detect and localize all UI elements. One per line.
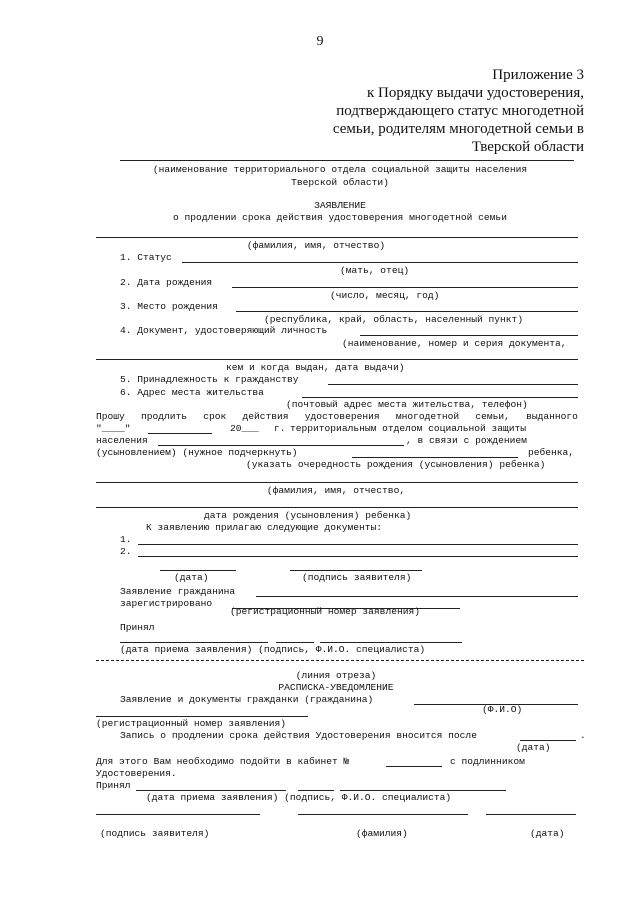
request-g: г. — [274, 423, 286, 434]
cabinet-number-field[interactable] — [386, 766, 442, 767]
document-line-2[interactable] — [96, 359, 578, 360]
cut-caption: (линия отреза) — [295, 670, 377, 681]
birth-place-caption: (республика, край, область, населенный пункт) — [264, 314, 524, 325]
request-order-field[interactable] — [352, 457, 518, 458]
registered-field-1[interactable] — [256, 596, 578, 597]
status-label: 1. Статус — [120, 252, 172, 263]
attach-item-1-field[interactable] — [138, 544, 578, 545]
child-birth-line[interactable] — [96, 507, 578, 508]
record-date-caption: (дата) — [516, 742, 551, 753]
date-field[interactable] — [160, 570, 236, 571]
child-fio-caption: (фамилия, имя, отчество, — [266, 485, 406, 496]
appendix-line: Приложение 3 — [492, 67, 584, 83]
birth-place-label: 3. Место рождения — [120, 301, 218, 312]
accept-caption: (дата приема заявления) (подпись, Ф.И.О. специалиста) — [120, 644, 426, 655]
record-end: . — [580, 730, 586, 741]
accept-date-field[interactable] — [120, 642, 268, 643]
request-word: продлить — [141, 411, 188, 422]
request-word: действия — [242, 411, 289, 422]
request-word: Прошу — [96, 411, 125, 422]
receipt-title: РАСПИСКА-УВЕДОМЛЕНИЕ — [278, 682, 394, 693]
request-population: населения — [96, 435, 148, 446]
address-field[interactable] — [302, 397, 578, 398]
receipt-accept-caption: (дата приема заявления) (подпись, Ф.И.О. специалиста) — [146, 792, 452, 803]
request-year[interactable]: 20___ — [230, 423, 259, 434]
appendix-line: подтверждающего статус многодетной — [336, 103, 584, 119]
applicant-sign-field[interactable] — [290, 570, 422, 571]
title-word: ЗАЯВЛЕНИЕ — [314, 200, 366, 211]
request-word: срок — [203, 411, 227, 422]
request-word: выданного — [526, 411, 578, 422]
date-caption: (дата) — [174, 572, 209, 583]
fio-line[interactable] — [96, 237, 578, 238]
citizenship-label: 5. Принадлежность к гражданству — [120, 374, 299, 385]
appendix-line: Тверской области — [471, 139, 584, 155]
birth-date-field[interactable] — [232, 287, 578, 288]
request-rest: территориальным отделом социальной защиты — [290, 423, 527, 434]
accept-fio-field[interactable] — [320, 642, 462, 643]
address-label: 6. Адрес места жительства — [120, 387, 264, 398]
child-fio-line[interactable] — [96, 482, 578, 483]
receipt-accept-fio-field[interactable] — [340, 790, 506, 791]
record-text: Запись о продлении срока действия Удостоверения вносится после — [120, 730, 477, 741]
record-date-field[interactable] — [520, 740, 576, 741]
request-child: ребенка, — [528, 447, 575, 458]
status-field[interactable] — [182, 262, 578, 263]
attach-item-1-label: 1. — [120, 534, 132, 545]
registered-label-1: Заявление гражданина — [120, 586, 236, 597]
bottom-date-field[interactable] — [486, 814, 576, 815]
receipt-fio-caption: (Ф.И.О) — [482, 704, 523, 715]
request-line-1 — [96, 411, 578, 423]
visit-text-b: с подлинником — [450, 756, 525, 767]
appendix-line: к Порядку выдачи удостоверения, — [367, 85, 584, 101]
dept-caption-2: Тверской области) — [291, 177, 389, 188]
receipt-accepted-label: Принял — [96, 780, 131, 791]
birth-date-label: 2. Дата рождения — [120, 277, 213, 288]
request-word: удостоверения — [304, 411, 380, 422]
page-number: 9 — [316, 34, 324, 49]
receipt-reg-field[interactable] — [96, 716, 308, 717]
document-caption-2: кем и когда выдан, дата выдачи) — [226, 362, 405, 373]
receipt-reg-caption: (регистрационный номер заявления) — [96, 718, 286, 729]
request-quote[interactable]: "____" — [96, 423, 131, 434]
document-caption: (наименование, номер и серия документа, — [342, 338, 567, 349]
status-caption: (мать, отец) — [340, 265, 410, 276]
bottom-sign-caption: (подпись заявителя) — [100, 828, 210, 839]
bottom-surname-caption: (фамилия) — [356, 828, 408, 839]
bottom-surname-field[interactable] — [298, 814, 468, 815]
applicant-sign-caption: (подпись заявителя) — [302, 572, 412, 583]
attach-item-2-field[interactable] — [138, 556, 578, 557]
receipt-accept-date-field[interactable] — [136, 790, 286, 791]
birth-date-caption: (число, месяц, год) — [330, 290, 440, 301]
dept-caption: (наименование территориального отдела социальной защиты населения — [152, 164, 528, 175]
attach-text: К заявлению прилагаю следующие документы: — [146, 522, 383, 533]
request-word: многодетной — [395, 411, 460, 422]
citizenship-field[interactable] — [328, 384, 578, 385]
address-caption: (почтовый адрес места жительства, телефон) — [286, 399, 528, 410]
accept-sign-field[interactable] — [276, 642, 314, 643]
bottom-sign-field[interactable] — [96, 814, 260, 815]
title-subtitle: о продлении срока действия удостоверения многодетной семьи — [173, 212, 507, 223]
request-reason: , в связи с рождением — [406, 435, 527, 446]
appendix-line: семьи, родителям многодетной семьи в — [332, 121, 584, 137]
request-month-field[interactable] — [148, 433, 212, 434]
request-dept-field[interactable] — [158, 445, 404, 446]
cut-line — [96, 660, 584, 661]
request-word: семьи, — [475, 411, 510, 422]
order-caption: (указать очередность рождения (усыновления) ребенка) — [246, 459, 546, 470]
fio-caption: (фамилия, имя, отчество) — [246, 240, 386, 251]
visit-text-a: Для этого Вам необходимо подойти в кабинет № — [96, 756, 350, 767]
request-adoption: (усыновлением) (нужное подчеркнуть) — [96, 447, 298, 458]
appendix-block — [224, 66, 584, 156]
dept-line — [120, 160, 574, 161]
child-birth-caption: дата рождения (усыновления) ребенка) — [204, 510, 412, 521]
document-field[interactable] — [360, 335, 578, 336]
document-label: 4. Документ, удостоверяющий личность — [120, 325, 328, 336]
accepted-label: Принял — [120, 622, 155, 633]
bottom-date-caption: (дата) — [530, 828, 565, 839]
reg-number-caption: (регистрационный номер заявления) — [230, 606, 420, 617]
receipt-line: Заявление и документы гражданки (гражданина) — [120, 694, 374, 705]
receipt-accept-sign-field[interactable] — [298, 790, 334, 791]
visit-text-c: Удостоверения. — [96, 768, 177, 779]
birth-place-field[interactable] — [236, 311, 578, 312]
registered-label-2: зарегистрировано — [120, 598, 213, 609]
attach-item-2-label: 2. — [120, 546, 132, 557]
